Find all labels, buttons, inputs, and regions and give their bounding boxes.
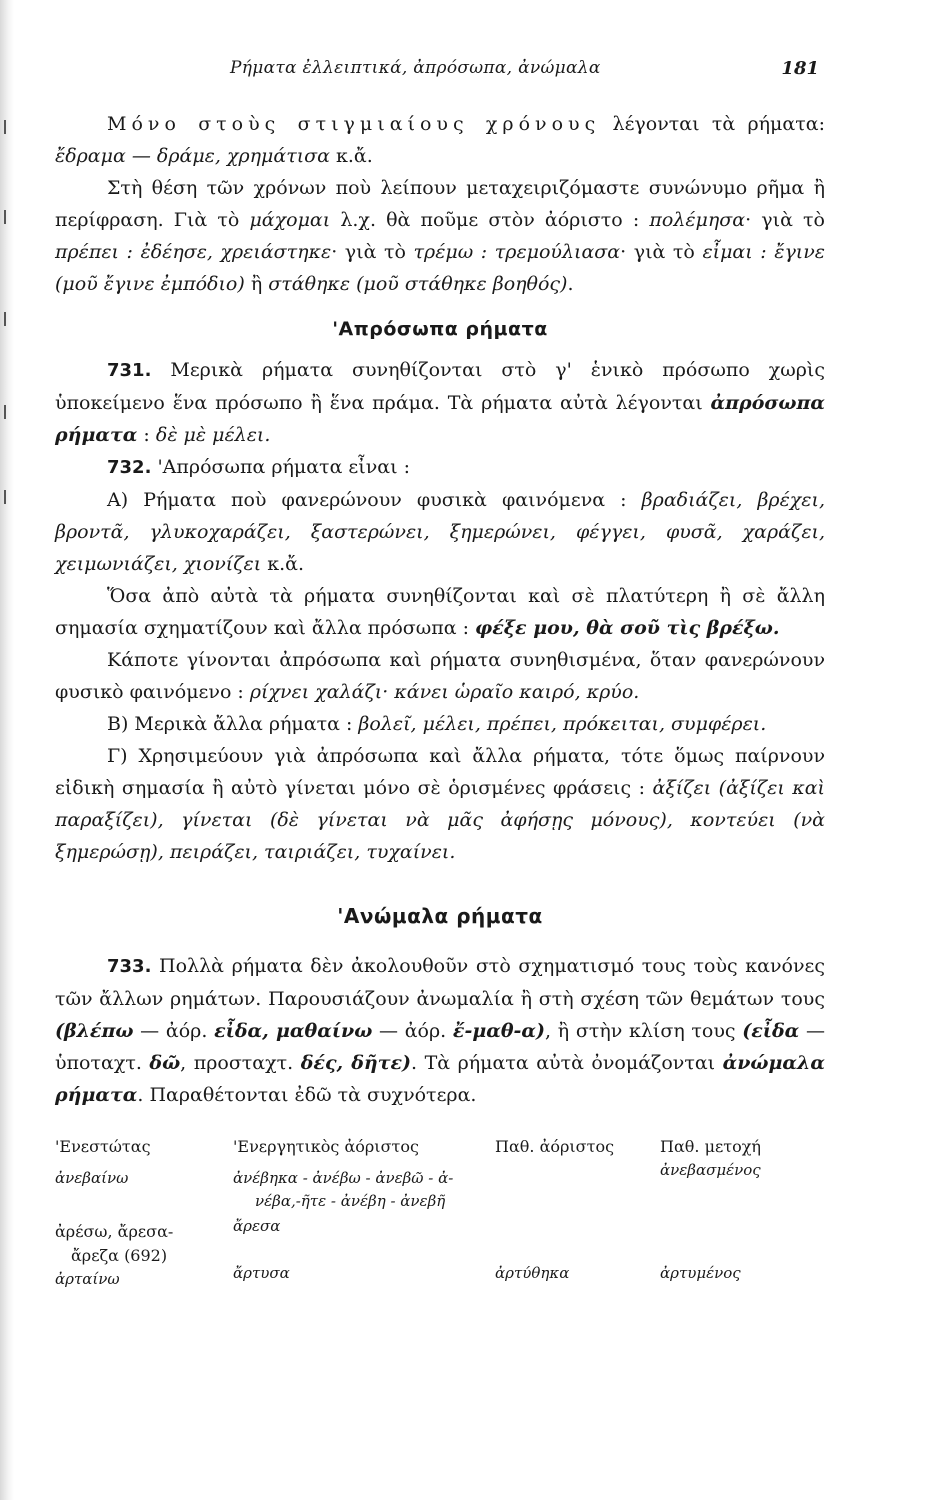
text-span: Πολλὰ ρήματα δὲν ἀκολουθοῦν στὸ σχηματισμό τους τοὺς κανόνες τῶν ἄλλων ρημάτων. Παρουσιάζουν ἀνωμαλία ἢ στὴ σχέση τῶν θεμάτων τους [55,955,825,1010]
intro-paragraph-1 [55,108,825,172]
text-span: 'Απρόσωπα ρήματα εἶναι : [151,456,410,478]
scan-mark [4,120,6,134]
text-span: (βλέπω [55,1020,134,1042]
table-cell: ἄρτυσα [233,1264,290,1282]
table-cell: ἄρεζα (692) [71,1246,168,1265]
scan-mark [4,312,6,326]
paragraph-A3 [55,644,825,708]
text-span: τρέμω : τρεμούλιασα [413,241,621,263]
text-span: ἢ [244,273,269,295]
table-cell: ἀρέσω, ἄρεσα- [55,1222,174,1241]
table-cell: νέβα,-ῆτε - ἀνέβη - ἀνεβῆ [255,1192,446,1210]
text-span: . [567,273,574,295]
section-733 [55,950,825,1111]
text-span: ἔ-μαθ-α) [452,1020,546,1042]
text-span: στάθηκε (μοῦ στάθηκε βοηθός) [268,273,568,295]
text-span: · γιὰ τὸ [331,241,414,263]
paragraph-G [55,740,825,868]
table-header: Παθ. μετοχή [660,1137,762,1156]
text-span: Ὅσα ἀπὸ αὐτὰ τὰ ρήματα συνηθίζονται καὶ σὲ πλατύτερη ἢ σὲ ἄλλη σημασία σχηματίζουν καὶ ἄλλα πρόσωπα : [55,585,825,639]
table-header: 'Ενεργητικὸς ἀόριστος [233,1137,419,1156]
running-title: Ρήματα ἐλλειπτικά, ἀπρόσωπα, ἀνώμαλα [230,58,601,78]
scan-mark [4,490,6,504]
text-span: ἀξίζει (ἀξίζει καὶ παραξίζει), γίνεται (δὲ γίνεται νὰ μᾶς ἀφήσῃς μόνους), κοντεύει (νὰ ξημερώσῃ), πειράζει, ταιριάζει, τυχαίνει. [55,777,825,863]
text-span: δὲ μὲ μέλει. [155,424,271,446]
text-span: κ.ἄ. [329,145,373,167]
table-column-active-aorist [233,1133,503,1285]
text-span: λ.χ. θὰ ποῦμε στὸν ἀόριστο : [330,209,650,231]
scan-mark [4,405,6,419]
section-731 [55,354,825,451]
section-732 [55,451,825,484]
table-header: 'Ενεστώτας [55,1137,151,1156]
page-header [0,58,931,88]
text-span: πρέπει : ἐδέησε, χρειάστηκε [55,241,332,263]
text-span: βολεῖ, μέλει, πρέπει, πρόκειται, συμφέρει. [358,713,767,735]
table-column-passive-participle [660,1133,825,1285]
text-span: — ἀόρ. [372,1020,453,1042]
section-number: 731. [107,360,152,381]
scan-mark [4,210,6,224]
text-span: , προσταχτ. [180,1052,301,1074]
text-span: ρίχνει χαλάζι· κάνει ὡραῖο καιρό, κρύο. [249,681,640,703]
table-cell: ἀρτύθηκα [495,1264,570,1282]
text-span: δῶ [149,1052,181,1074]
text-span: (εἶδα [742,1020,800,1042]
section-number: 732. [107,457,152,478]
scan-binding-edge [0,0,14,1500]
text-span: εἶδα, μαθαίνω [214,1020,373,1042]
irregular-verbs-table [55,1133,825,1363]
text-span: Μόνο στοὺς στιγμιαίους χρόνους [107,113,601,135]
section-number: 733. [107,956,152,977]
table-cell: ἀνέβηκα - ἀνέβω - ἀνεβῶ - ἀ- [233,1169,454,1187]
text-span: φέξε μου, θὰ σοῦ τὶς βρέξω. [475,617,780,639]
table-cell: ἄρεσα [233,1217,281,1235]
text-span: Α) Ρήματα ποὺ φανερώνουν φυσικὰ φαινόμενα : [107,489,642,511]
text-span: Μερικὰ ρήματα συνηθίζονται στὸ γ' ἑνικὸ πρόσωπο χωρὶς ὑποκείμενο ἕνα πρόσωπο ἢ ἕνα πράμα. Τὰ ρήματα αὐτὰ λέγονται [55,359,825,414]
text-span: Β) Μερικὰ ἄλλα ρήματα : [107,713,359,735]
table-cell: ἀνεβασμένος [660,1161,761,1179]
text-span: ἀνώμαλα ρήματα [55,1052,825,1106]
text-span: . Τὰ ρήματα αὐτὰ ὀνομάζονται [411,1052,723,1074]
text-span: μάχομαι [249,209,331,231]
paragraph-A [55,484,825,580]
text-span: . Παραθέτονται ἐδῶ τὰ συχνότερα. [137,1084,477,1106]
intro-paragraph-2 [55,172,825,300]
text-span: Στὴ θέση τῶν χρόνων ποὺ λείπουν μεταχειριζόμαστε συνώνυμο ρῆμα ἢ περίφραση. Γιὰ τὸ [55,177,825,231]
text-span: : [137,424,156,446]
table-header: Παθ. ἀόριστος [495,1137,615,1156]
text-span: δές, δῆτε) [300,1052,412,1074]
text-span: πολέμησα [649,209,746,231]
text-span: βραδιάζει, βρέχει, βροντᾶ, γλυκοχαράζει, ξαστερώνει, ξημερώνει, φέγγει, φυσᾶ, χαράζει, χειμωνιάζει, χιονίζει [55,489,825,575]
paragraph-A2 [55,580,825,644]
table-column-present [55,1133,230,1291]
table-cell: ἀρτυμένος [660,1264,741,1282]
text-span: · γιὰ τὸ [620,241,703,263]
text-span: · γιὰ τὸ [745,209,825,231]
text-span: — ἀόρ. [133,1020,215,1042]
page-body [55,108,825,1363]
section-heading-irregular: 'Ανώμαλα ρήματα [337,904,543,928]
section-heading-impersonal: 'Απρόσωπα ρήματα [332,318,548,340]
page-number: 181 [781,58,819,79]
text-span: , ἢ στὴν κλίση τους [545,1020,743,1042]
table-column-passive-aorist [495,1133,665,1285]
text-span: λέγονται τὰ ρήματα: [600,113,825,135]
text-span: κ.ἄ. [261,553,305,575]
table-cell: ἀνεβαίνω [55,1169,129,1187]
text-span: Κάποτε γίνονται ἀπρόσωπα καὶ ρήματα συνηθισμένα, ὅταν φανερώνουν φυσικὸ φαινόμενο : [55,649,825,703]
table-cell: ἀρταίνω [55,1270,120,1288]
text-span: Γ) Χρησιμεύουν γιὰ ἀπρόσωπα καὶ ἄλλα ρήματα, τότε ὅμως παίρνουν εἰδικὴ σημασία ἢ αὐτὸ γίνεται μόνο σὲ ὁρισμένες φράσεις : [55,745,825,799]
paragraph-B [55,708,825,740]
text-span: ἔδραμα — δράμε, χρημάτισα [55,145,330,167]
text-span: — ὑποταχτ. [55,1020,825,1074]
text-span: εἶμαι : ἔγινε (μοῦ ἔγινε ἐμπόδιο) [55,241,825,295]
text-span: ἀπρόσωπα ρήματα [55,392,825,446]
